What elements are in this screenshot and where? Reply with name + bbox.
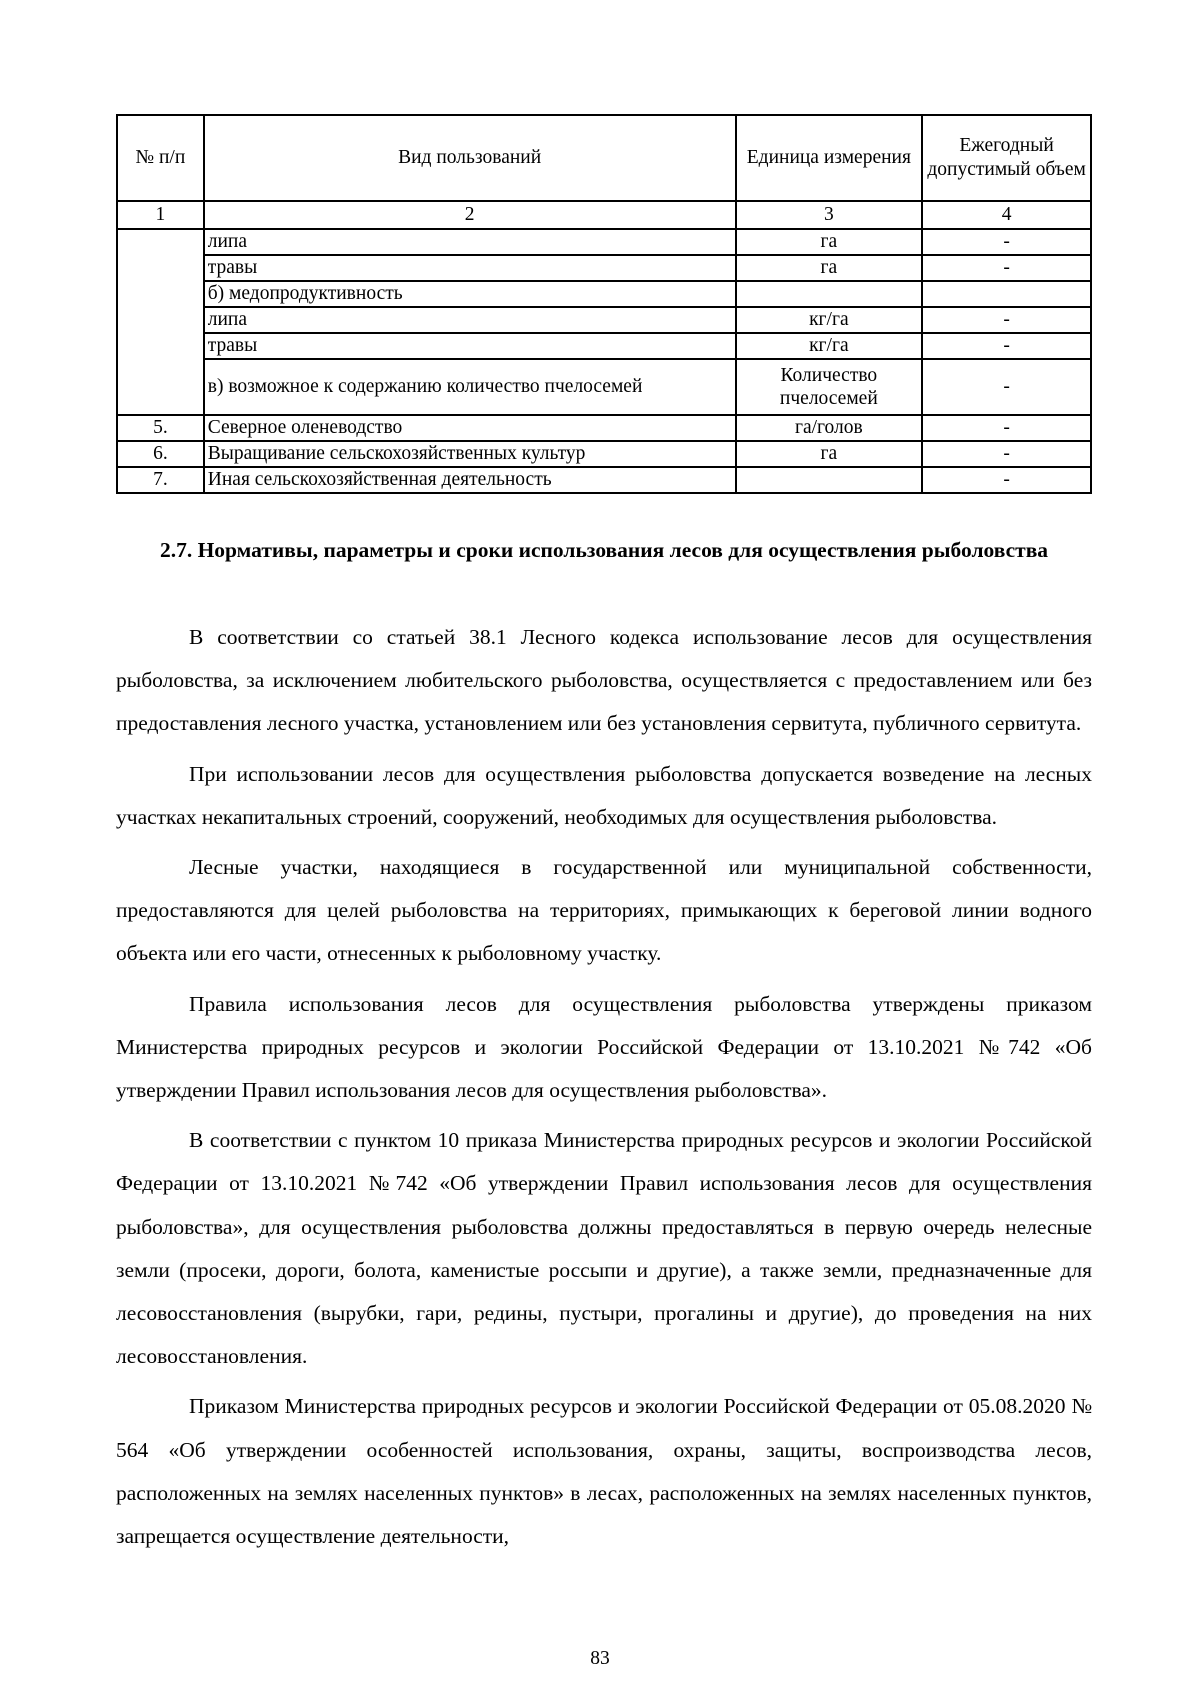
row-number-cell: 6.: [117, 441, 204, 467]
column-number-row: [117, 201, 1091, 229]
table-row: [117, 333, 1091, 359]
table-row: [117, 229, 1091, 255]
table-row: [117, 307, 1091, 333]
table-row: [117, 441, 1091, 467]
usage-type-cell: в) возможное к содержанию количество пчелосемей: [204, 359, 736, 415]
unit-cell: Количество пчелосемей: [736, 359, 923, 415]
row-number-cell: 7.: [117, 467, 204, 493]
unit-cell: га/голов: [736, 415, 923, 441]
table-header-row: [117, 115, 1091, 201]
unit-cell: [736, 281, 923, 307]
table-row: [117, 415, 1091, 441]
column-number: 2: [204, 201, 736, 229]
row-number-cell: 5.: [117, 415, 204, 441]
usage-type-cell: Выращивание сельскохозяйственных культур: [204, 441, 736, 467]
row-number-cell: [117, 229, 204, 415]
header-annual-volume: Ежегодный допустимый объем: [922, 115, 1091, 201]
header-unit: Единица измерения: [736, 115, 923, 201]
volume-cell: -: [922, 333, 1091, 359]
unit-cell: кг/га: [736, 307, 923, 333]
paragraph: Лесные участки, находящиеся в государственной или муниципальной собственности, предоставляются для целей рыболовства на территориях, примыкающих к береговой линии водного объекта или его части, отнесенных к рыболовному участку.: [116, 855, 1092, 966]
column-number: 1: [117, 201, 204, 229]
table-row: [117, 281, 1091, 307]
usage-type-cell: б) медопродуктивность: [204, 281, 736, 307]
paragraph: Приказом Министерства природных ресурсов и экологии Российской Федерации от 05.08.2020 № 564 «Об утверждении особенностей использования, охраны, защиты, воспроизводства лесов, расположенных на землях населенных пунктов» в лесах, расположенных на землях населенных пунктов, запрещается осуществление деятельности,: [116, 1394, 1092, 1549]
usage-type-cell: травы: [204, 333, 736, 359]
usage-type-cell: липа: [204, 229, 736, 255]
volume-cell: -: [922, 255, 1091, 281]
table-row: [117, 255, 1091, 281]
usage-type-cell: липа: [204, 307, 736, 333]
column-number: 4: [922, 201, 1091, 229]
unit-cell: га: [736, 441, 923, 467]
body-text: [116, 616, 1092, 1565]
paragraph: Правила использования лесов для осуществления рыболовства утверждены приказом Министерства природных ресурсов и экологии Российской Федерации от 13.10.2021 №742 «Об утверждении Правил использования лесов для осуществления рыболовства».: [116, 991, 1092, 1103]
volume-cell: -: [922, 229, 1091, 255]
volume-cell: -: [922, 359, 1091, 415]
usage-type-cell: Северное оленеводство: [204, 415, 736, 441]
volume-cell: [922, 281, 1091, 307]
paragraph: В соответствии с пунктом 10 приказа Министерства природных ресурсов и экологии Российской Федерации от 13.10.2021 №742 «Об утверждении Правил использования лесов для осуществления рыболовства», для осуществления рыболовства должны предоставляться в первую очередь нелесные земли (просеки, дороги, болота, каменистые россыпи и другие), а также земли, предназначенные для лесовосстановления (вырубки, гари, редины, пустыри, прогалины и другие), до проведения на них лесовосстановления.: [116, 1128, 1092, 1369]
unit-cell: га: [736, 255, 923, 281]
table-row: [117, 359, 1091, 415]
table-row: [117, 467, 1091, 493]
usage-type-cell: травы: [204, 255, 736, 281]
page-number: 83: [590, 1648, 610, 1669]
header-number: № п/п: [117, 115, 204, 201]
volume-cell: -: [922, 307, 1091, 333]
usage-type-cell: Иная сельскохозяйственная деятельность: [204, 467, 736, 493]
unit-cell: кг/га: [736, 333, 923, 359]
paragraph: В соответствии со статьей 38.1 Лесного кодекса использование лесов для осуществления рыболовства, за исключением любительского рыболовства, осуществляется с предоставлением или без предоставления лесного участка, установлением или без установления сервитута, публичного сервитута.: [116, 625, 1092, 736]
usage-table: [116, 114, 1092, 494]
unit-cell: [736, 467, 923, 493]
paragraph: При использовании лесов для осуществления рыболовства допускается возведение на лесных участках некапитальных строений, сооружений, необходимых для осуществления рыболовства.: [116, 761, 1092, 829]
volume-cell: -: [922, 467, 1091, 493]
column-number: 3: [736, 201, 923, 229]
header-usage-type: Вид пользований: [204, 115, 736, 201]
unit-cell: га: [736, 229, 923, 255]
volume-cell: -: [922, 441, 1091, 467]
section-heading: 2.7. Нормативы, параметры и сроки использования лесов для осуществления рыболовства: [159, 538, 1049, 562]
volume-cell: -: [922, 415, 1091, 441]
